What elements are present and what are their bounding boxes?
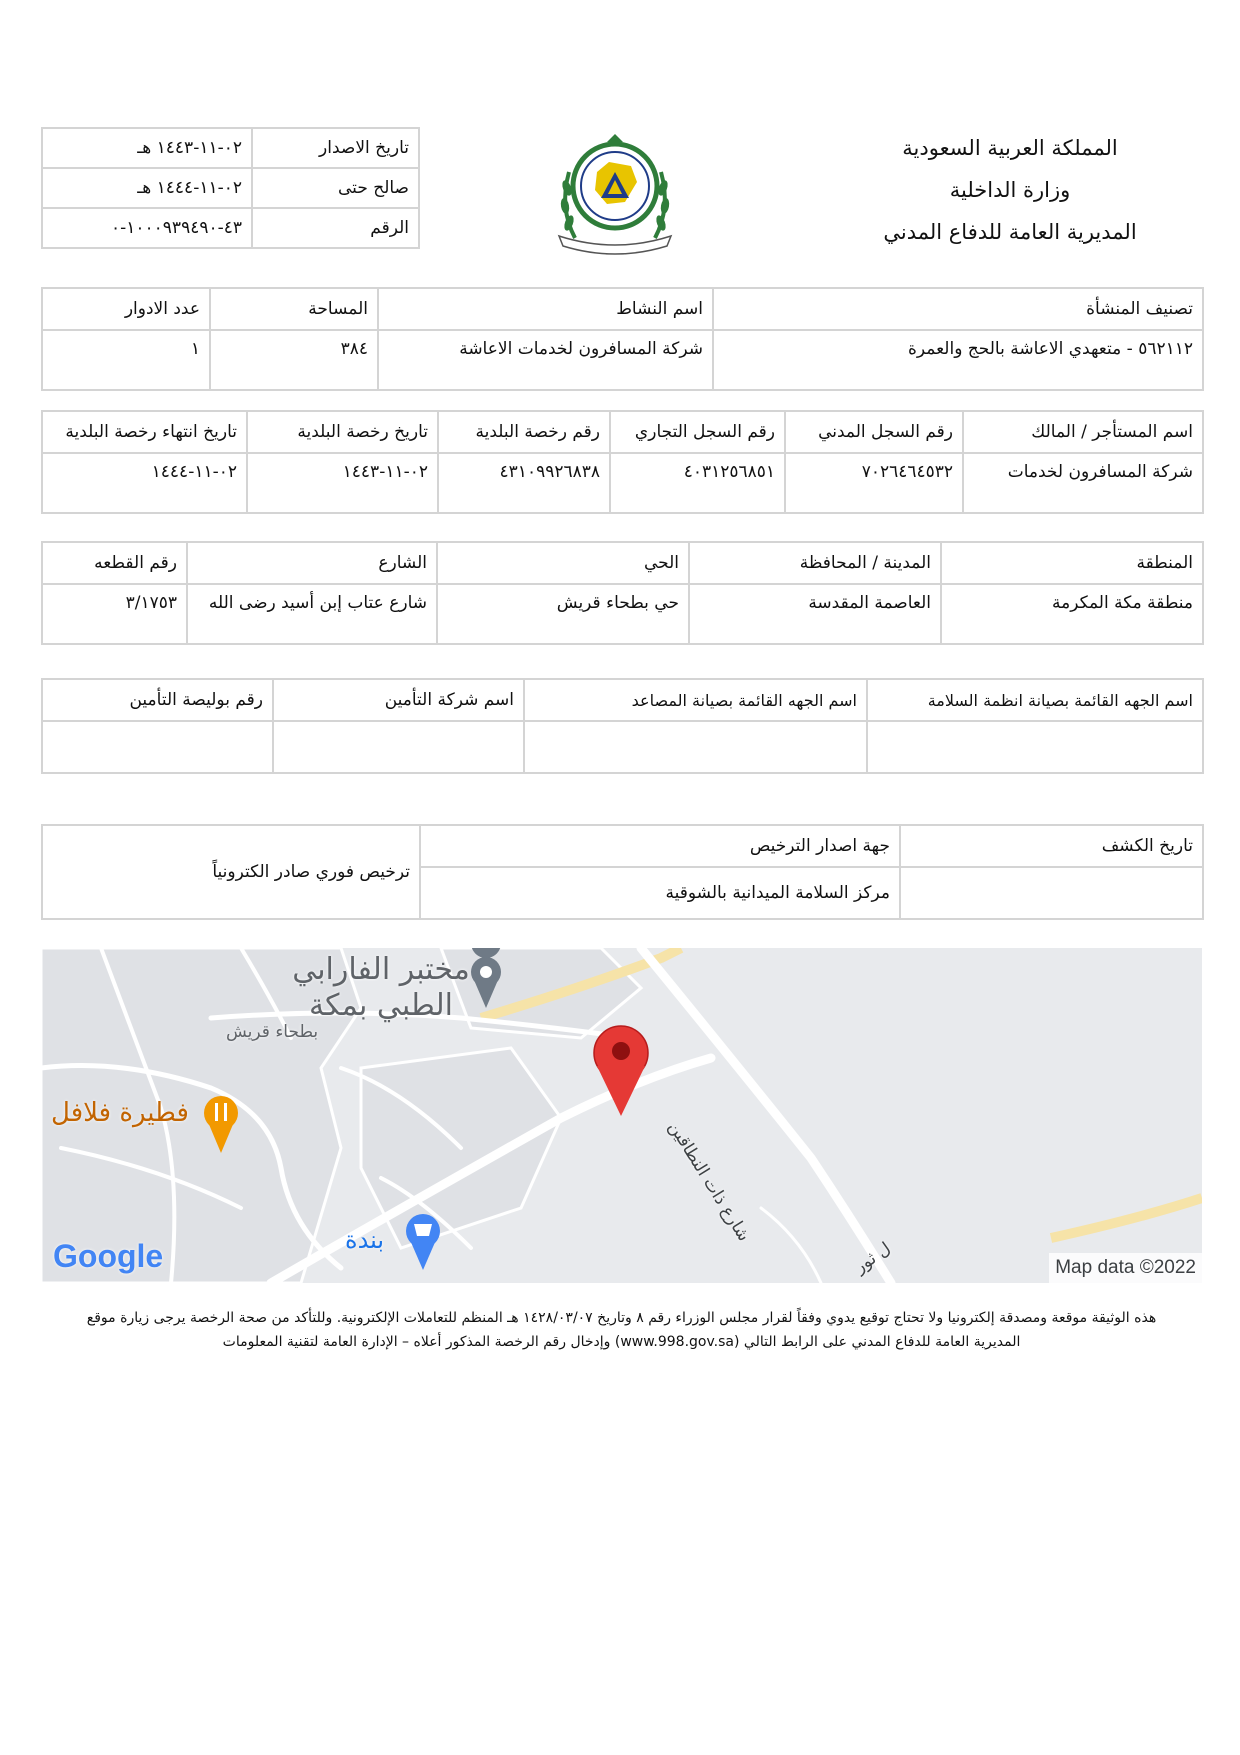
license-type-value: ترخيص فوري صادر الكترونياً [42,825,420,919]
civil-registry-value: ٧٠٢٦٤٦٤٥٣٢ [785,453,963,513]
table-header-row [42,679,1203,721]
map-label-lab-line2: الطبي بمكة [308,988,454,1023]
meta-row-issue-date [42,128,419,168]
area-value: ٣٨٤ [210,330,378,390]
safety-maintenance-company-header: اسم الجهه القائمة بصيانة انظمة السلامة [867,679,1203,721]
license-issuer-value: مركز السلامة الميدانية بالشوقية [420,867,900,919]
table-header-row [42,825,1203,867]
table-header-row [42,542,1203,584]
floors-count-header: عدد الادوار [42,288,210,330]
region-header: المنطقة [941,542,1203,584]
table-header-row [42,411,1203,453]
safety-maintenance-company-value [867,721,1203,773]
municipal-license-number-value: ٤٣١٠٩٩٢٦٨٣٨ [438,453,610,513]
issue-date-value: ٠٢-١١-١٤٤٣ هـ [42,128,252,168]
map-base [41,948,1202,1283]
meta-row-valid-until [42,168,419,208]
civil-registry-header: رقم السجل المدني [785,411,963,453]
map-label-lab[interactable] [286,952,476,1024]
facility-table [41,287,1204,391]
map-label-lab-line1: مختبر الفارابي [292,952,470,987]
inspection-date-value [900,867,1203,919]
inspection-table [41,824,1204,920]
license-number-value: ٤٣-١٠٠٠٩٣٩٤٩٠-٠ [42,208,252,248]
map-label-restaurant[interactable]: فطيرة فلافل [51,1098,189,1128]
commercial-registry-value: ٤٠٣١٢٥٦٨٥١ [610,453,785,513]
map-label-district: بطحاء قريش [226,1022,319,1042]
elevator-maintenance-company-header: اسم الجهه القائمة بصيانة المصاعد [524,679,867,721]
table-row [42,584,1203,644]
directorate-title: المديرية العامة للدفاع المدني [883,220,1137,244]
plot-number-header: رقم القطعه [42,542,187,584]
street-value: شارع عتاب إبن أسيد رضى الله [187,584,437,644]
country-title: المملكة العربية السعودية [902,136,1118,160]
street-header: الشارع [187,542,437,584]
valid-until-value: ٠٢-١١-١٤٤٤ هـ [42,168,252,208]
inspection-date-label: تاريخ الكشف [900,825,1203,867]
activity-name-value: شركة المسافرون لخدمات الاعاشة [378,330,713,390]
map-label-road: ل ثور [850,1238,895,1278]
owner-name-value: شركة المسافرون لخدمات [963,453,1203,513]
ministry-title: وزارة الداخلية [949,178,1071,202]
map-attribution[interactable]: Map data ©2022 [1049,1253,1202,1283]
district-value: حي بطحاء قريش [437,584,689,644]
issue-date-label: تاريخ الاصدار [252,128,419,168]
municipal-license-expiry-header: تاريخ انتهاء رخصة البلدية [42,411,247,453]
plot-number-value: ٣/١٧٥٣ [42,584,187,644]
meta-row-number [42,208,419,248]
facility-classification-header: تصنيف المنشأة [713,288,1203,330]
activity-name-header: اسم النشاط [378,288,713,330]
civil-defense-emblem-icon [545,128,685,256]
region-value: منطقة مكة المكرمة [941,584,1203,644]
maintenance-table [41,678,1204,774]
footer-disclaimer-line1: هذه الوثيقة موقعة ومصدقة إلكترونيا ولا تحتاج توقيع يدوي وفقاً لقرار مجلس الوزراء رقم ٨ وتاريخ ١٤٢٨/٠٣/٠٧ هـ المنظم للتعاملات الإلكترونية. وللتأكد من صحة الرخصة يرجى زيارة موقع [86,1310,1157,1326]
insurance-company-value [273,721,524,773]
license-issuer-label: جهة اصدار الترخيص [420,825,900,867]
facility-classification-value: ٥٦٢١١٢ - متعهدي الاعاشة بالحج والعمرة [713,330,1203,390]
city-header: المدينة / المحافظة [689,542,941,584]
municipal-license-date-header: تاريخ رخصة البلدية [247,411,438,453]
table-row [42,330,1203,390]
valid-until-label: صالح حتى [252,168,419,208]
table-row [42,721,1203,773]
map-label-store[interactable]: بندة [345,1226,385,1254]
area-header: المساحة [210,288,378,330]
city-value: العاصمة المقدسة [689,584,941,644]
footer-disclaimer-line2: المديرية العامة للدفاع المدني على الرابط التالي (www.998.gov.sa) وإدخال رقم الرخصة المذكور أعلاه – الإدارة العامة لتقنية المعلومات [222,1334,1021,1350]
google-logo: Google [53,1238,164,1274]
municipal-license-date-value: ٠٢-١١-١٤٤٣ [247,453,438,513]
insurance-policy-header: رقم بوليصة التأمين [42,679,273,721]
district-header: الحي [437,542,689,584]
municipal-license-number-header: رقم رخصة البلدية [438,411,610,453]
commercial-registry-header: رقم السجل التجاري [610,411,785,453]
license-meta-table [41,127,420,249]
floors-count-value: ١ [42,330,210,390]
location-map[interactable] [41,948,1202,1283]
license-number-label: الرقم [252,208,419,248]
table-header-row [42,288,1203,330]
insurance-policy-value [42,721,273,773]
municipal-license-expiry-value: ٠٢-١١-١٤٤٤ [42,453,247,513]
owner-table [41,410,1204,514]
owner-name-header: اسم المستأجر / المالك [963,411,1203,453]
elevator-maintenance-company-value [524,721,867,773]
insurance-company-header: اسم شركة التأمين [273,679,524,721]
map-label-street: شارع ذات النطاقين [664,1118,754,1245]
location-table [41,541,1204,645]
table-row [42,453,1203,513]
